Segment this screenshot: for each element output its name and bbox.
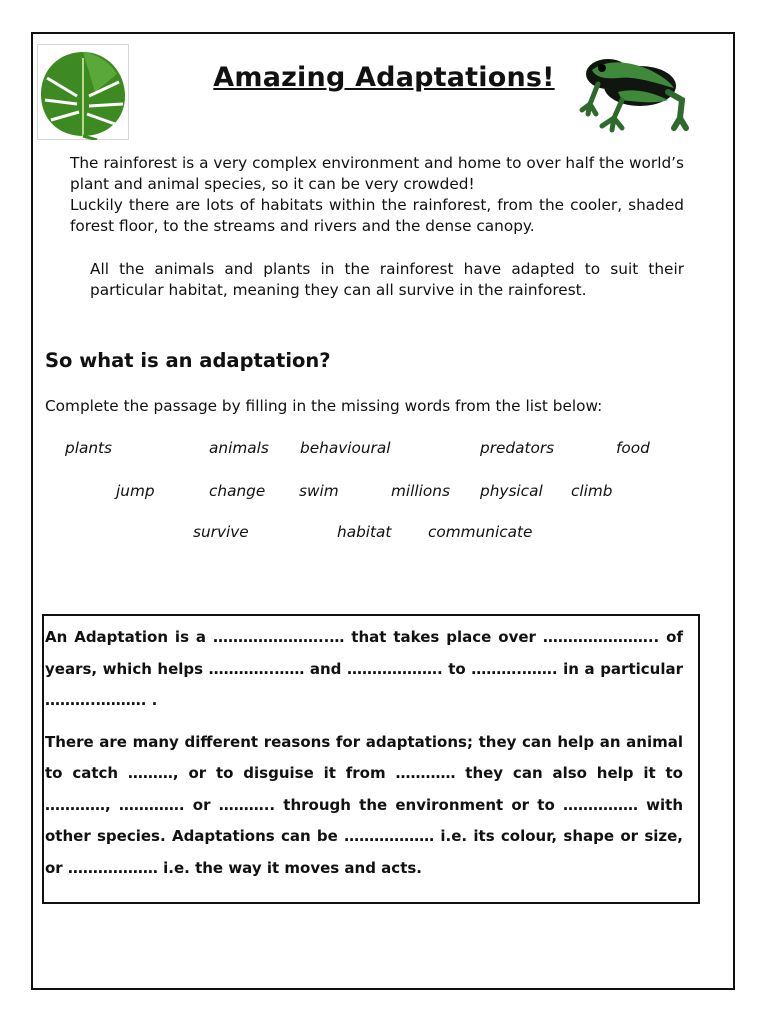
passage-paragraph: There are many different reasons for adaptations; they can help an animal to catch ………, or to disguise it from ………… they can also help it to …………, …………. or ……….. through the environment or to …………… with other species. Adaptations can be ……………… i.e. its colour, shape or size, or ……………… i.e. the way it moves and acts.	[45, 732, 683, 877]
word-bank-item: physical	[480, 482, 543, 500]
fill-in-passage	[45, 622, 683, 884]
instruction-text: Complete the passage by filling in the missing words from the list below:	[45, 397, 603, 415]
intro-paragraph: All the animals and plants in the rainforest have adapted to suit their particular habitat, meaning they can all survive in the rainforest.	[90, 260, 684, 299]
intro-paragraph: The rainforest is a very complex environment and home to over half the world’s plant and animal species, so it can be very crowded!	[70, 154, 684, 193]
intro-paragraph: Luckily there are lots of habitats within the rainforest, from the cooler, shaded forest floor, to the streams and rivers and the dense canopy.	[70, 196, 684, 235]
word-bank-item: animals	[209, 439, 269, 457]
word-bank-item: jump	[116, 482, 155, 500]
word-bank-item: change	[209, 482, 266, 500]
word-bank-item: millions	[391, 482, 450, 500]
word-bank-item: habitat	[337, 523, 392, 541]
word-bank-item: food	[616, 439, 650, 457]
word-bank-item: survive	[193, 523, 249, 541]
word-bank-item: plants	[65, 439, 112, 457]
word-bank-item: predators	[480, 439, 555, 457]
passage-paragraph: An Adaptation is a …………………..… that takes place over ………………….. of years, which helps ………….…… and ………………. to ……….……. in a particular ……….………. .	[45, 628, 683, 709]
page-title: Amazing Adaptations!	[213, 62, 555, 93]
word-bank-item: swim	[299, 482, 339, 500]
word-bank-item: communicate	[428, 523, 533, 541]
section-heading: So what is an adaptation?	[45, 349, 331, 372]
word-bank-item: behavioural	[300, 439, 391, 457]
word-bank-item: climb	[571, 482, 613, 500]
intro-text	[70, 153, 684, 237]
